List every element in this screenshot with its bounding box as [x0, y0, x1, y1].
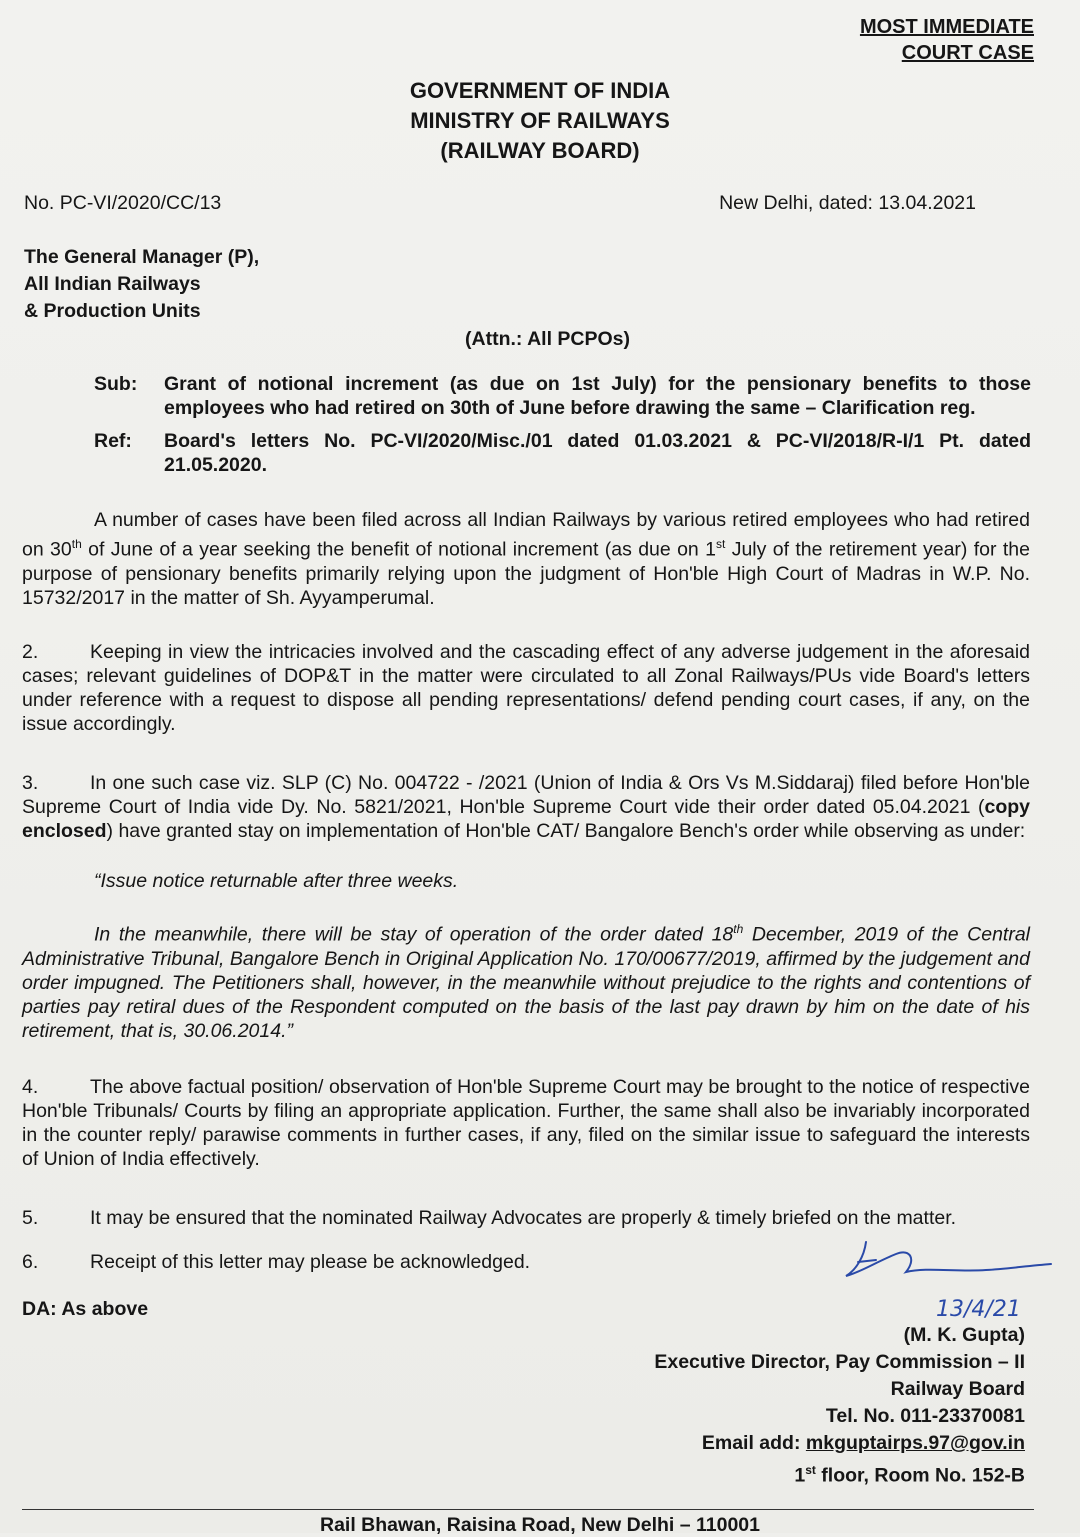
- paragraph-number: 4.: [22, 1076, 39, 1098]
- paragraph-number: 6.: [22, 1251, 39, 1273]
- addressee-line: All Indian Railways: [24, 273, 201, 295]
- paragraph-3: [22, 771, 1030, 843]
- quote-line-1: “Issue notice returnable after three weeks.: [94, 870, 459, 892]
- attention-line: (Attn.: All PCPOs): [465, 328, 631, 350]
- para1-text: A number of cases have been filed across all Indian Railways by various retired employees who had retired on 30: [22, 509, 1030, 561]
- footer-address: Rail Bhawan, Raisina Road, New Delhi – 110001: [319, 1514, 760, 1536]
- superscript: th: [733, 922, 744, 936]
- room-text: floor, Room No. 152-B: [815, 1464, 1025, 1487]
- para3-text: In one such case viz. SLP (C) No. 004722 - /2021 (Union of India & Ors Vs M.Siddaraj) filed before Hon'ble Supreme Court of India vide Dy. No. 5821/2021, Hon'ble Supreme Court vide their order dated 05.04.2021 (: [22, 772, 1030, 818]
- addressee: [24, 244, 259, 325]
- signatory-office: Railway Board: [890, 1378, 1025, 1400]
- para4-text: The above factual position/ observation of Hon'ble Supreme Court may be brought to the notice of respective Hon'ble Tribunals/ Courts by filing an appropriate application. Further, the same shall also be invariably incorporated in the counter reply/ parawise comments in further cases, if any, filed on the similar issue to safeguard the interests of Union of India effectively.: [22, 1076, 1030, 1170]
- superscript: st: [716, 537, 726, 551]
- handwritten-signature: [836, 1232, 1066, 1327]
- letterhead-government: GOVERNMENT OF INDIA: [409, 78, 671, 103]
- addressee-line: & Production Units: [24, 300, 201, 322]
- paragraph-number: 3.: [22, 772, 39, 794]
- signatory-designation: Executive Director, Pay Commission – II: [654, 1351, 1025, 1373]
- paragraph-4: [22, 1075, 1030, 1171]
- subject-text: Grant of notional increment (as due on 1st July) for the pensionary benefits to those employees who had retired on 30th of June before drawing the same – Clarification reg.: [164, 373, 1031, 419]
- paragraph-1: [22, 508, 1030, 610]
- subject-label: Sub:: [94, 373, 138, 395]
- letterhead-ministry: MINISTRY OF RAILWAYS: [410, 108, 670, 133]
- most-immediate-mark: MOST IMMEDIATE: [859, 16, 1034, 38]
- letterhead-board: (RAILWAY BOARD): [440, 138, 640, 163]
- paragraph-number: 2.: [22, 641, 39, 663]
- para1-text: July of the retirement year) for the purpose of pensionary benefits primarily relying upon the judgment of Hon'ble High Court of Madras in W.P. No. 15732/2017 in the matter of Sh. Ayyamperumal.: [22, 538, 1030, 609]
- signatory-name: (M. K. Gupta): [903, 1324, 1025, 1346]
- letterhead: [0, 76, 1080, 166]
- signatory-phone: Tel. No. 011-23370081: [825, 1405, 1025, 1427]
- email-label: Email add:: [701, 1432, 806, 1454]
- reference-text: Board's letters No. PC-VI/2020/Misc./01 dated 01.03.2021 & PC-VI/2018/R-I/1 Pt. dated 21.05.2020.: [164, 430, 1031, 476]
- quote-paragraph: [22, 917, 1030, 1043]
- quote-text: December, 2019 of the Central Administrative Tribunal, Bangalore Bench in Original Application No. 170/00677/2019, affirmed by the judgement and order impugned. The Petitioners shall, however, in the meanwhile without prejudice to the rights and contentions of parties pay retiral dues of the Respondent computed on the basis of the last pay drawn by him on the date of his retirement, that is, 30.06.2014.”: [22, 923, 1030, 1042]
- court-case-mark: COURT CASE: [901, 42, 1034, 64]
- paragraph-number: 5.: [22, 1207, 39, 1229]
- addressee-line: The General Manager (P),: [24, 246, 260, 268]
- superscript: st: [805, 1463, 816, 1477]
- signatory-room: [654, 1457, 1025, 1490]
- signatory-email-line: [654, 1430, 1025, 1457]
- signatory-block: [654, 1322, 1025, 1490]
- para5-text: It may be ensured that the nominated Railway Advocates are properly & timely briefed on the matter.: [90, 1207, 957, 1229]
- para2-text: Keeping in view the intricacies involved and the cascading effect of any adverse judgement in the aforesaid cases; relevant guidelines of DOP&T in the matter were circulated to all Zonal Railways/PUs vide Board's letters under reference with a request to dispose all pending representations/ defend pending court cases, if any, on the issue accordingly.: [22, 641, 1030, 735]
- paragraph-5: [22, 1206, 1030, 1230]
- signature-date: 13/4/21: [936, 1297, 1021, 1322]
- para3-text: ) have granted stay on implementation of Hon'ble CAT/ Bangalore Bench's order while observing as under:: [106, 820, 1026, 842]
- superscript: th: [71, 537, 82, 551]
- email-link[interactable]: mkguptairps.97@gov.in: [805, 1432, 1025, 1454]
- reference-label: Ref:: [94, 430, 132, 452]
- letter-date: New Delhi, dated: 13.04.2021: [719, 192, 976, 214]
- room-text: 1: [794, 1464, 806, 1487]
- quote-text: In the meanwhile, there will be stay of operation of the order dated 18: [94, 923, 734, 946]
- copy-enclosed-note: copy enclosed: [22, 796, 1030, 842]
- footer-divider: [22, 1509, 1034, 1510]
- reference-number: No. PC-VI/2020/CC/13: [24, 192, 222, 214]
- subject: [94, 372, 1031, 420]
- enclosure-note: DA: As above: [22, 1298, 149, 1320]
- para1-text: of June of a year seeking the benefit of notional increment (as due on 1: [81, 538, 716, 561]
- para6-text: Receipt of this letter may please be acknowledged.: [90, 1251, 531, 1273]
- paragraph-2: [22, 640, 1030, 736]
- reference: [94, 429, 1031, 477]
- priority-marks: [860, 14, 1034, 66]
